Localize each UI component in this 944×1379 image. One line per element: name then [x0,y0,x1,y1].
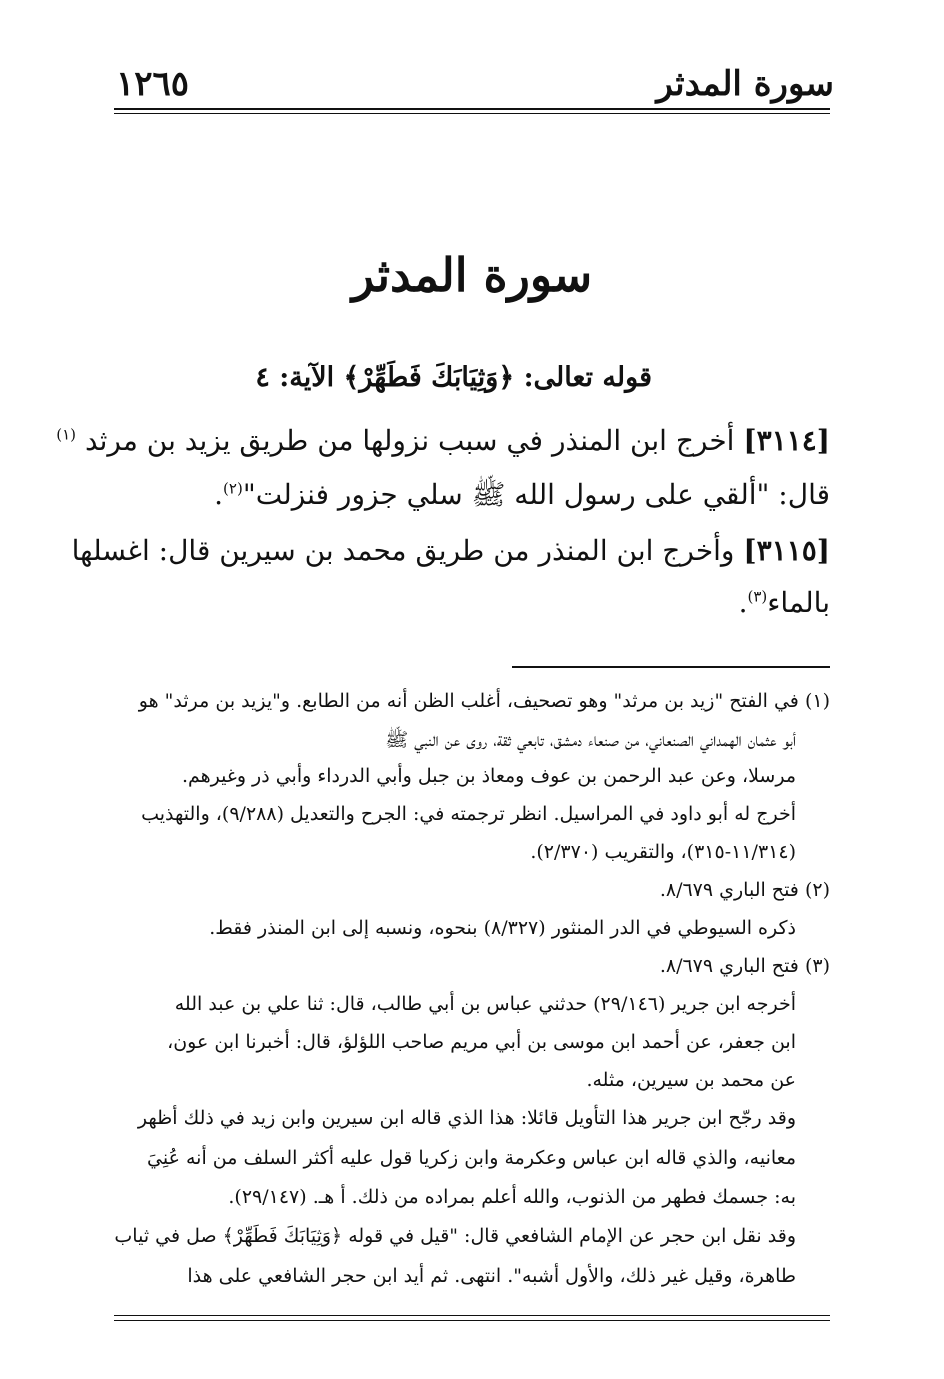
footnote-1-line-5: (١١/٣١٤-٣١٥)، والتقريب (٢/٣٧٠). [530,841,796,863]
footnote-3-line-6: معانيه، والذي قاله ابن عباس وعكرمة وابن زكريا قول عليه أكثر السلف من أنه عُنِيَ [147,1147,796,1169]
footnote-1-line-2: أبو عثمان الهمداني الصنعاني، من صنعاء دمشق، تابعي ثقة، روى عن النبي ﷺ [385,729,796,751]
footer-rule [114,1315,830,1316]
footnote-ref: (٣) [747,587,768,606]
footnote-text: فتح الباري ٨/٦٧٩. [659,879,799,901]
footnote-3-line-1 [660,955,830,977]
hadith-number: [٣١١٥] [743,534,830,567]
main-text: وأخرج ابن المنذر من طريق محمد بن سيرين قال: اغسلها [71,534,735,567]
main-text-end: . [214,478,224,511]
footnote-1-line-4: أخرج له أبو داود في المراسيل. انظر ترجمته في: الجرح والتعديل (٩/٢٨٨)، والتهذيب [141,803,796,825]
main-line-4 [739,586,830,619]
footnote-3-line-2: أخرجه ابن جرير (٢٩/١٤٦) حدثني عباس بن أبي طالب، قال: ثنا علي بن عبد الله [174,993,796,1015]
footnote-separator [512,666,830,668]
footnote-3-line-7: به: جسمك فطهر من الذنوب، والله أعلم بمراده من ذلك. أ هـ. (٢٩/١٤٧). [228,1186,796,1208]
footnote-ref: (٢) [223,479,243,498]
footnote-3-line-9: طاهرة، وقيل غير ذلك، والأول أشبه". انتهى. ثم أيد ابن حجر الشافعي على هذا [187,1265,796,1287]
footnote-3-line-4: عن محمد بن سيرين، مثله. [586,1069,796,1091]
main-text: أخرج ابن المنذر في سبب نزولها من طريق يزيد بن مرثد [84,424,735,457]
footnote-label: (٣) [804,955,830,977]
footnote-ref: (١) [56,425,77,444]
surah-title: سورة المدثر [351,248,593,302]
footnote-2-line-1 [660,879,830,901]
hadith-number: [٣١١٤] [743,424,830,457]
footer-rule-thin [114,1320,830,1321]
main-line-1 [56,424,830,457]
running-header-title: سورة المدثر [656,64,834,104]
footnote-label: (١) [804,690,830,712]
footnote-text: في الفتح "زيد بن مرثد" وهو تصحيف، أغلب الظن أنه من الطابع. و"يزيد بن مرثد" هو [138,690,799,712]
footnote-label: (٢) [804,879,830,901]
main-text-end: . [738,586,748,619]
verse-heading: قوله تعالى: ﴿وَثِيَابَكَ فَطَهِّرْ﴾ الآية: ٤ [255,362,652,393]
footnote-1-line-3: مرسلا، وعن عبد الرحمن بن عوف ومعاذ بن جبل وأبي الدرداء وأبي ذر وغيرهم. [181,765,796,787]
main-text: بالماء [767,586,830,619]
main-line-2 [214,478,830,518]
footnote-2-line-2: ذكره السيوطي في الدر المنثور (٨/٣٢٧) بنحوه، ونسبه إلى ابن المنذر فقط. [209,917,796,939]
header-rule-thin [114,113,830,114]
main-line-3 [72,534,830,567]
footnote-3-line-3: ابن جعفر، عن أحمد ابن موسى بن أبي مريم صاحب اللؤلؤ، قال: أخبرنا ابن عون، [167,1031,796,1053]
page-number: ١٢٦٥ [116,64,190,104]
footnote-1-line-1 [139,690,830,712]
footnote-3-line-8: وقد نقل ابن حجر عن الإمام الشافعي قال: "قيل في قوله ﴿وَثِيَابَكَ فَطَهِّرْ﴾ صل في ثياب [114,1225,796,1247]
footnote-text: فتح الباري ٨/٦٧٩. [659,955,799,977]
footnote-3-line-5: وقد رجّح ابن جرير هذا التأويل قائلا: هذا الذي قاله ابن سيرين وابن زيد في ذلك أظهر [137,1107,796,1129]
main-text: قال: "ألقي على رسول الله ﷺ سلي جزور فنزلت" [242,478,830,511]
header-rule [114,108,830,110]
